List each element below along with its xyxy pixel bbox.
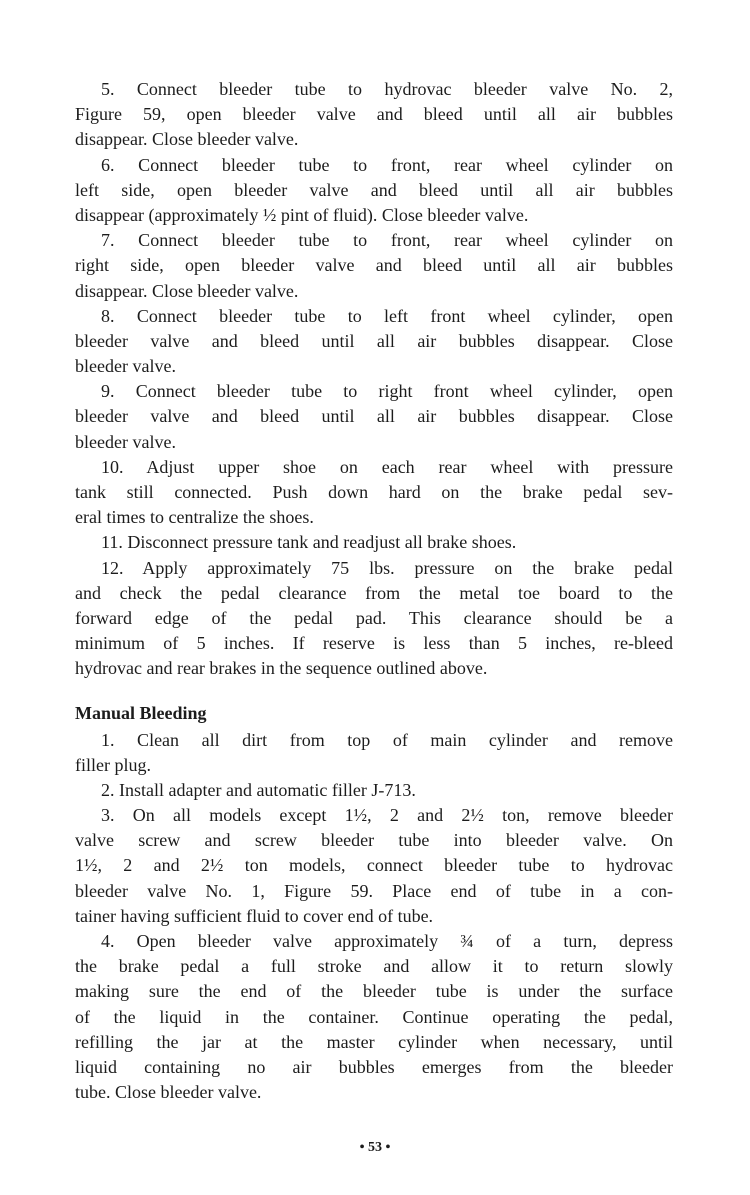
text-line: tank still connected. Push down hard on the brake pedal sev- — [75, 482, 673, 502]
text-line: filler plug. — [75, 754, 151, 775]
text-line: bleeder valve and bleed until all air bubbles disappear. Close — [75, 406, 673, 427]
text-line: 9. Connect bleeder tube to right front wheel cylinder, open — [101, 381, 673, 402]
text-line: making sure the end of the bleeder tube is under the surface — [75, 981, 673, 1002]
text-line: 1. Clean all dirt from top of main cylinder and remove — [101, 729, 673, 750]
text-line: disappear. Close bleeder valve. — [75, 280, 299, 301]
step-paragraph — [75, 803, 673, 929]
step-paragraph — [75, 778, 673, 803]
text-line: Figure 59, open bleeder valve and bleed until all air bubbles — [75, 104, 673, 125]
step-paragraph — [75, 77, 673, 153]
step-paragraph — [75, 228, 673, 304]
text-line: minimum of 5 inches. If reserve is less than 5 inches, re-bleed — [75, 633, 673, 654]
text-line: 5. Connect bleeder tube to hydrovac bleeder valve No. 2, — [101, 79, 673, 99]
page-body — [75, 77, 673, 1105]
text-line: bleeder valve. — [75, 356, 176, 377]
step-paragraph — [75, 556, 673, 682]
text-line: eral times to centralize the shoes. — [75, 507, 314, 528]
text-line: disappear. Close bleeder valve. — [75, 129, 299, 150]
text-line: 12. Apply approximately 75 lbs. pressure on the brake pedal — [101, 557, 673, 578]
text-line: tube. Close bleeder valve. — [75, 1082, 262, 1103]
text-line: 1½, 2 and 2½ ton models, connect bleeder tube to hydrovac — [75, 855, 673, 876]
text-line: bleeder valve and bleed until all air bubbles disappear. Close — [75, 330, 673, 351]
text-line: and check the pedal clearance from the metal toe board to the — [75, 582, 673, 603]
text-line: disappear (approximately ½ pint of fluid). Close bleeder valve. — [75, 204, 529, 225]
text-line: 11. Disconnect pressure tank and readjust all brake shoes. — [101, 532, 517, 553]
text-line: forward edge of the pedal pad. This clearance should be a — [75, 607, 673, 628]
text-line: 10. Adjust upper shoe on each rear wheel with pressure — [101, 456, 673, 477]
text-line: left side, open bleeder valve and bleed until all air bubbles — [75, 179, 673, 200]
step-paragraph — [75, 530, 673, 555]
text-line: refilling the jar at the master cylinder when necessary, until — [75, 1031, 673, 1052]
step-paragraph — [75, 929, 673, 1105]
step-paragraph — [75, 728, 673, 778]
automatic-bleeding-steps — [75, 77, 673, 682]
text-line: tainer having sufficient fluid to cover end of tube. — [75, 905, 434, 926]
step-paragraph — [75, 379, 673, 455]
manual-bleeding-steps — [75, 728, 673, 1106]
text-line: of the liquid in the container. Continue operating the pedal, — [75, 1006, 673, 1027]
text-line: bleeder valve No. 1, Figure 59. Place end of tube in a con- — [75, 880, 673, 901]
text-line: the brake pedal a full stroke and allow it to return slowly — [75, 956, 673, 977]
text-line: valve screw and screw bleeder tube into bleeder valve. On — [75, 830, 673, 851]
text-line: 2. Install adapter and automatic filler J-713. — [101, 779, 416, 800]
text-line: 4. Open bleeder valve approximately ¾ of a turn, depress — [101, 931, 673, 951]
text-line: 7. Connect bleeder tube to front, rear wheel cylinder on — [101, 230, 673, 251]
step-paragraph — [75, 153, 673, 229]
text-line: liquid containing no air bubbles emerges from the bleeder — [75, 1056, 673, 1077]
text-line: bleeder valve. — [75, 431, 176, 452]
text-line: hydrovac and rear brakes in the sequence outlined above. — [75, 658, 488, 679]
text-line: right side, open bleeder valve and bleed until all air bubbles — [75, 255, 673, 276]
text-line: 6. Connect bleeder tube to front, rear wheel cylinder on — [101, 154, 673, 175]
page-number: • 53 • — [359, 1140, 391, 1155]
text-line: 3. On all models except 1½, 2 and 2½ ton, remove bleeder — [101, 805, 673, 826]
step-paragraph — [75, 455, 673, 531]
step-paragraph — [75, 304, 673, 380]
text-line: 8. Connect bleeder tube to left front wheel cylinder, open — [101, 305, 673, 326]
section-heading: Manual Bleeding — [75, 702, 207, 723]
